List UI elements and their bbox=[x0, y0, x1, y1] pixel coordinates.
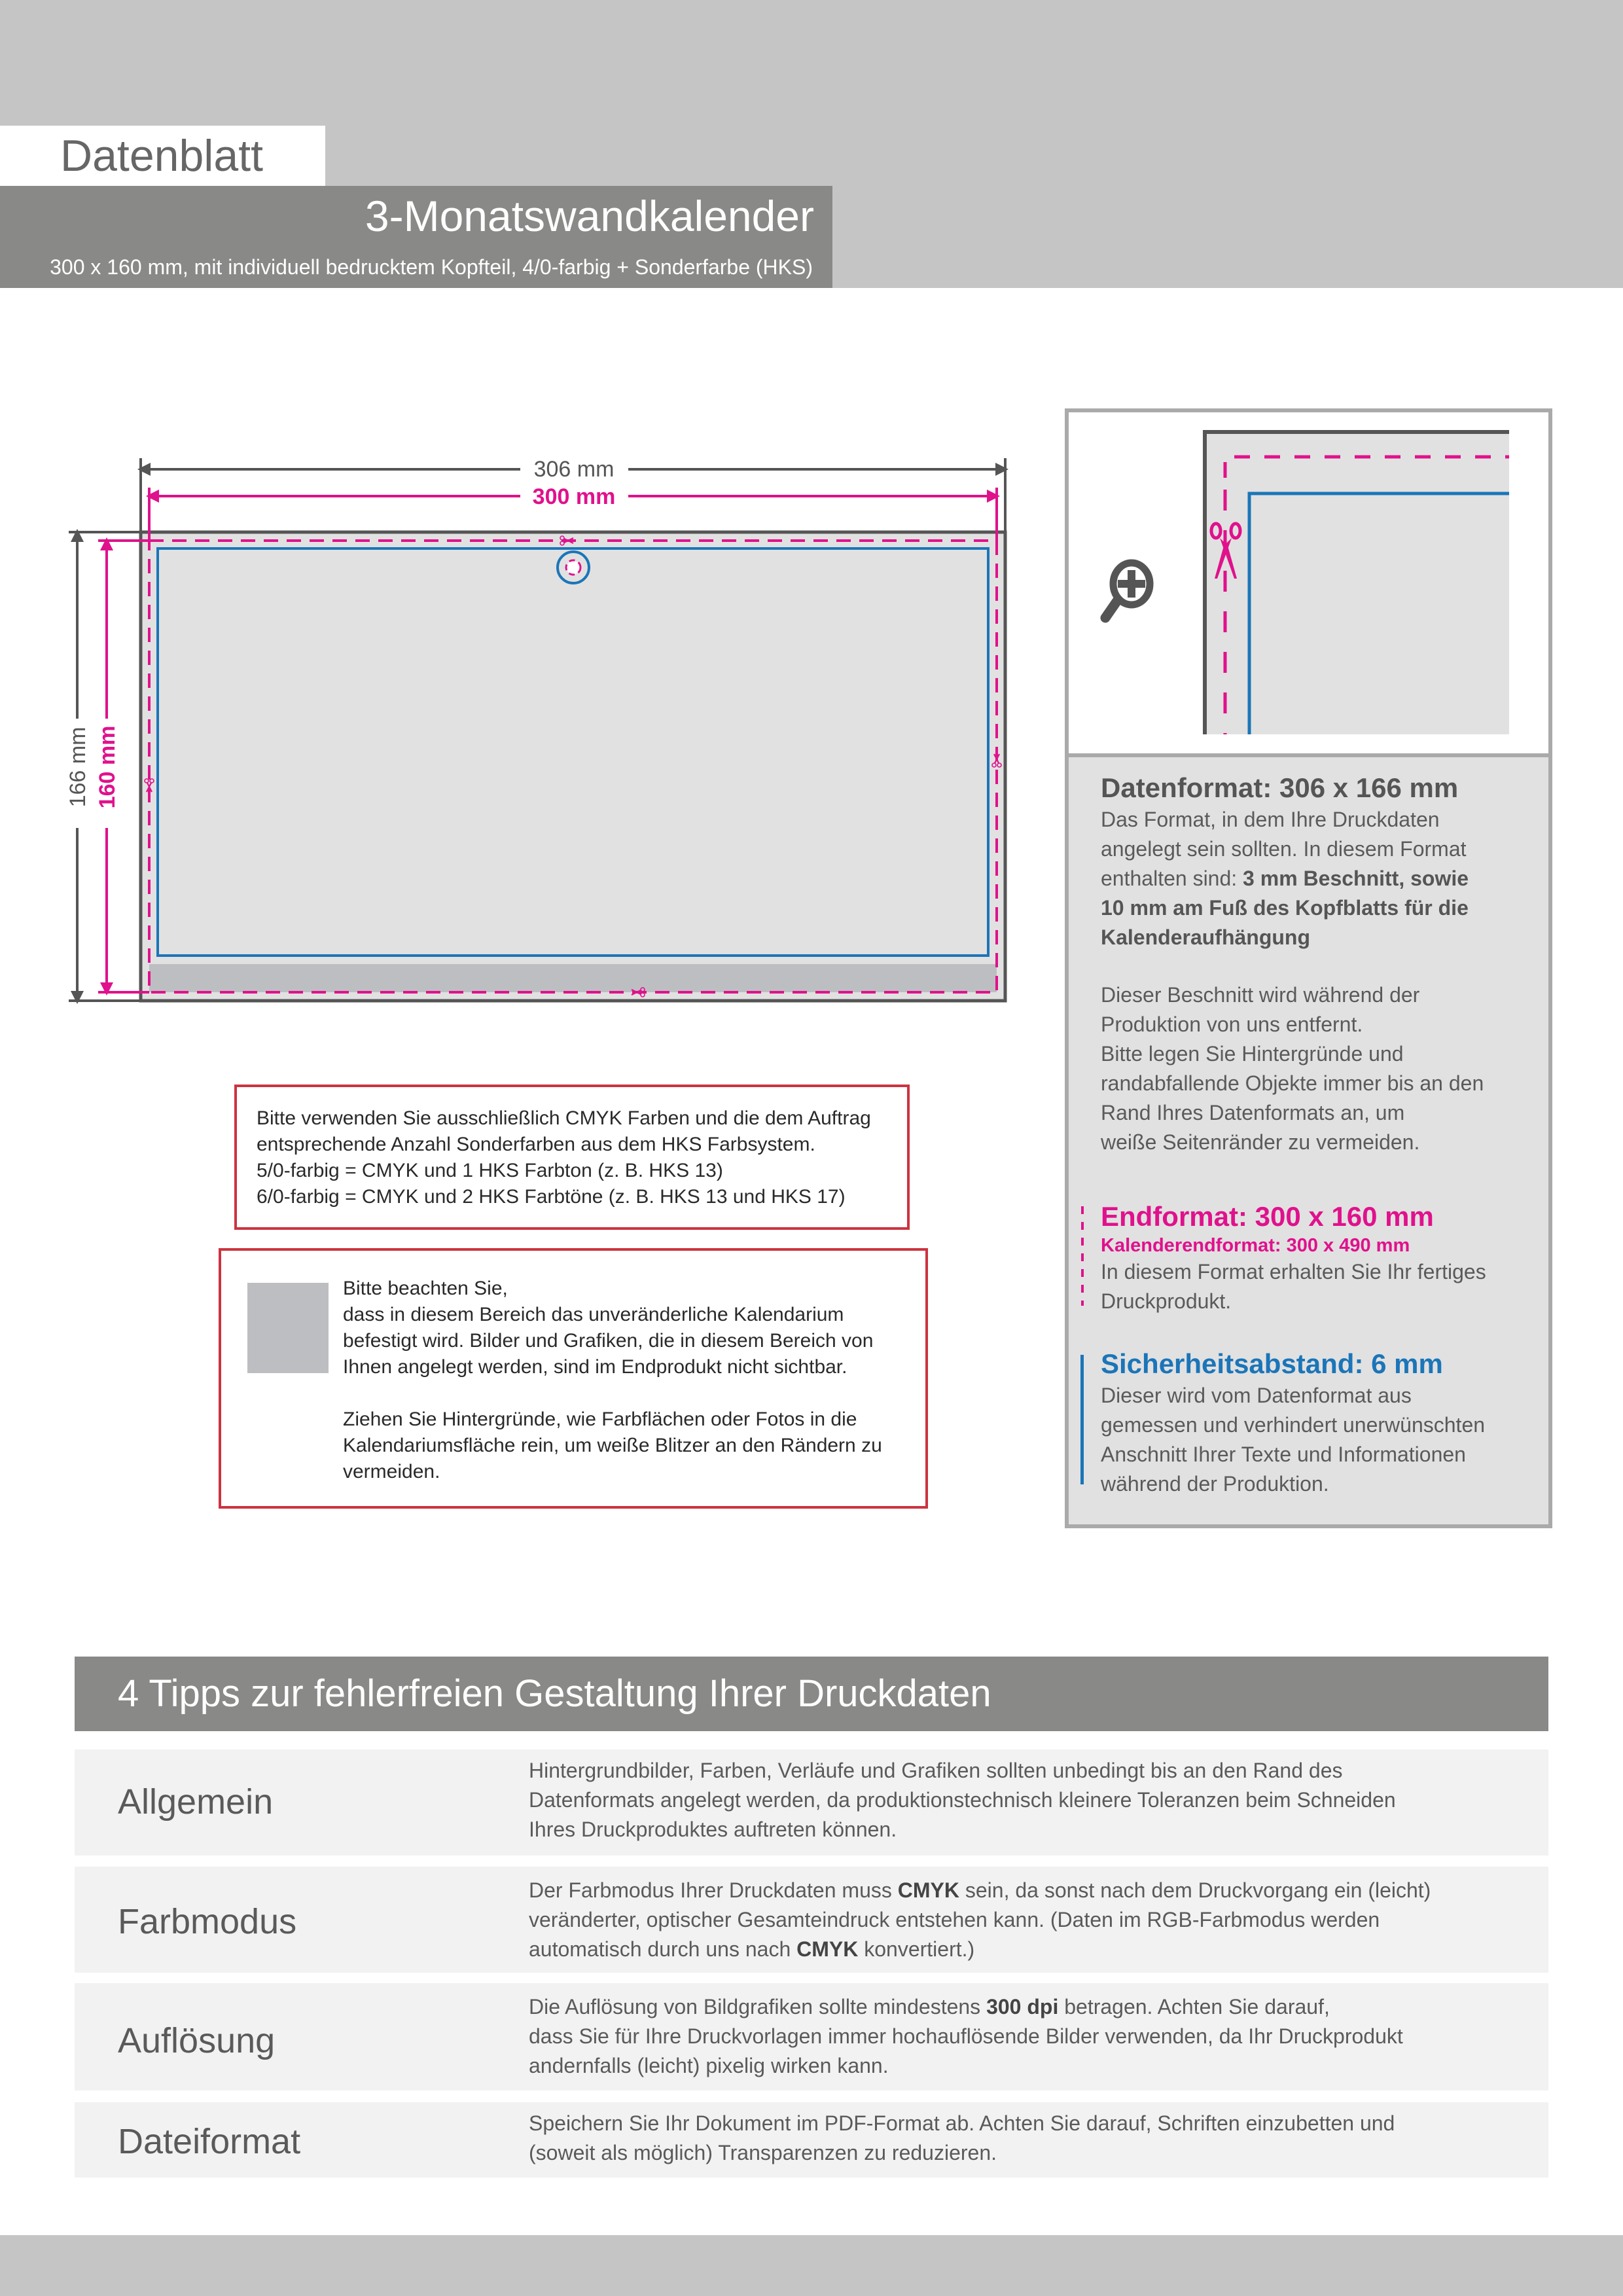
safety-marker bbox=[1080, 1355, 1084, 1484]
final-width-label: 300 mm bbox=[532, 484, 616, 509]
notice-line: vermeiden. bbox=[343, 1461, 440, 1482]
text-span: konvertiert.) bbox=[858, 1937, 975, 1961]
tips-title: 4 Tipps zur fehlerfreien Gestaltung Ihrer Druckdaten bbox=[118, 1672, 991, 1715]
text-span: Ihres Druckproduktes auftreten können. bbox=[529, 1818, 897, 1841]
text-line: angelegt sein sollten. In diesem Format bbox=[1101, 837, 1467, 861]
text-line: Bitte legen Sie Hintergründe und bbox=[1101, 1042, 1404, 1066]
bold-text: CMYK bbox=[796, 1937, 859, 1961]
text-line: Rand Ihres Datenformats an, um bbox=[1101, 1101, 1405, 1124]
text-span: (soweit als möglich) Transparenzen zu reduzieren. bbox=[529, 2141, 997, 2164]
tip-text bbox=[529, 1992, 1530, 2081]
text-span: Die Auflösung von Bildgrafiken sollte mindestens bbox=[529, 1995, 987, 2018]
text-line bbox=[1101, 864, 1539, 893]
tip-label: Farbmodus bbox=[118, 1902, 297, 1941]
text-span: enthalten sind: bbox=[1101, 867, 1243, 890]
notice-line: Ziehen Sie Hintergründe, wie Farbflächen oder Fotos in die bbox=[343, 1408, 857, 1430]
endformat-dashed-marker bbox=[1081, 1206, 1084, 1306]
text-span: betragen. Achten Sie darauf, bbox=[1058, 1995, 1330, 2018]
text-span: sein, da sonst nach dem Druckvorgang ein (leicht) bbox=[959, 1878, 1431, 1902]
notice-line: 5/0-farbig = CMYK und 1 HKS Farbton (z. B. HKS 13) bbox=[257, 1160, 723, 1181]
doc-type-label: Datenblatt bbox=[60, 131, 263, 181]
bold-text: 10 mm am Fuß des Kopfblatts für die bbox=[1101, 896, 1469, 920]
datenformat-title: Datenformat: 306 x 166 mm bbox=[1101, 772, 1459, 803]
text-span: Der Farbmodus Ihrer Druckdaten muss bbox=[529, 1878, 898, 1902]
safety-body bbox=[1101, 1381, 1539, 1499]
text-line: Produktion von uns entfernt. bbox=[1101, 1013, 1363, 1036]
tip-text bbox=[529, 1756, 1530, 1844]
bold-text: 300 dpi bbox=[986, 1995, 1059, 2018]
text-line: weiße Seitenränder zu vermeiden. bbox=[1101, 1130, 1420, 1154]
notice-line: Bitte beachten Sie, bbox=[343, 1278, 508, 1299]
notice-line: entsprechende Anzahl Sonderfarben aus dem HKS Farbsystem. bbox=[257, 1134, 815, 1155]
tip-label: Auflösung bbox=[118, 2021, 276, 2060]
bold-text: CMYK bbox=[897, 1878, 959, 1902]
tip-text bbox=[529, 2109, 1530, 2168]
tip-text bbox=[529, 1876, 1530, 1964]
cmyk-notice bbox=[234, 1085, 910, 1230]
bold-text: Kalenderaufhängung bbox=[1101, 925, 1311, 949]
text-span: Speichern Sie Ihr Dokument im PDF-Format ab. Achten Sie darauf, Schriften einzubetten und bbox=[529, 2111, 1395, 2135]
data-height-label: 166 mm bbox=[65, 726, 90, 808]
safety-title: Sicherheitsabstand: 6 mm bbox=[1101, 1348, 1443, 1379]
text-span: Datenformats angelegt werden, da produktionstechnisch kleinere Toleranzen beim Schneiden bbox=[529, 1788, 1396, 1812]
text-span: andernfalls (leicht) pixelig wirken kann. bbox=[529, 2054, 889, 2077]
text-line: während der Produktion. bbox=[1101, 1472, 1329, 1496]
datenformat-body-2 bbox=[1101, 980, 1539, 1157]
corner-detail-illustration bbox=[1069, 412, 1548, 755]
endformat-subtitle: Kalenderendformat: 300 x 490 mm bbox=[1101, 1235, 1410, 1256]
text-line: Dieser Beschnitt wird während der bbox=[1101, 983, 1420, 1007]
text-line: Dieser wird vom Datenformat aus bbox=[1101, 1384, 1412, 1407]
tip-label: Allgemein bbox=[118, 1782, 274, 1821]
calendarium-strip bbox=[149, 964, 997, 992]
text-line: Das Format, in dem Ihre Druckdaten bbox=[1101, 808, 1440, 831]
tip-row bbox=[75, 1749, 1548, 1856]
text-span: dass Sie für Ihre Druckvorlagen immer hochauflösende Bilder verwenden, da Ihr Druckprodukt bbox=[529, 2024, 1403, 2048]
tip-row bbox=[75, 2102, 1548, 2178]
text-span: automatisch durch uns nach bbox=[529, 1937, 797, 1961]
endformat-body bbox=[1101, 1257, 1539, 1316]
text-line: randabfallende Objekte immer bis an den bbox=[1101, 1071, 1484, 1095]
notice-line: befestigt wird. Bilder und Grafiken, die in diesem Bereich von bbox=[343, 1330, 874, 1352]
calendarium-color-swatch bbox=[247, 1283, 329, 1373]
panel-divider bbox=[1065, 753, 1552, 757]
endformat-title: Endformat: 300 x 160 mm bbox=[1101, 1201, 1434, 1232]
magnifier-plus-icon bbox=[1105, 563, 1150, 618]
final-height-label: 160 mm bbox=[95, 725, 120, 809]
text-line: gemessen und verhindert unerwünschten bbox=[1101, 1413, 1486, 1437]
tip-row bbox=[75, 1867, 1548, 1973]
notice-line: 6/0-farbig = CMYK und 2 HKS Farbtöne (z. B. HKS 13 und HKS 17) bbox=[257, 1186, 846, 1208]
text-span: Hintergrundbilder, Farben, Verläufe und Grafiken sollten unbedingt bis an den Rand des bbox=[529, 1759, 1343, 1782]
text-line: Druckprodukt. bbox=[1101, 1289, 1232, 1313]
text-span: veränderter, optischer Gesamteindruck entstehen kann. (Daten im RGB-Farbmodus werden bbox=[529, 1908, 1380, 1931]
text-line: Anschnitt Ihrer Texte und Informationen bbox=[1101, 1443, 1466, 1466]
datenformat-body bbox=[1101, 805, 1539, 952]
product-title: 3-Monatswandkalender bbox=[365, 192, 814, 240]
tip-label: Dateiformat bbox=[118, 2122, 301, 2161]
tip-row bbox=[75, 1983, 1548, 2090]
data-width-label: 306 mm bbox=[533, 457, 615, 482]
notice-line: Bitte verwenden Sie ausschließlich CMYK Farben und die dem Auftrag bbox=[257, 1107, 871, 1129]
product-subtitle: 300 x 160 mm, mit individuell bedrucktem Kopfteil, 4/0-farbig + Sonderfarbe (HKS) bbox=[50, 255, 813, 279]
text-line: In diesem Format erhalten Sie Ihr fertiges bbox=[1101, 1260, 1486, 1283]
notice-line: Kalendariumsfläche rein, um weiße Blitzer an den Rändern zu bbox=[343, 1435, 882, 1456]
notice-line: dass in diesem Bereich das unveränderliche Kalendarium bbox=[343, 1304, 844, 1325]
footer-band bbox=[0, 2235, 1623, 2296]
data-format-sheet bbox=[141, 532, 1005, 1001]
notice-line: Ihnen angelegt werden, sind im Endprodukt nicht sichtbar. bbox=[343, 1356, 847, 1378]
bold-text: 3 mm Beschnitt, sowie bbox=[1243, 867, 1469, 890]
